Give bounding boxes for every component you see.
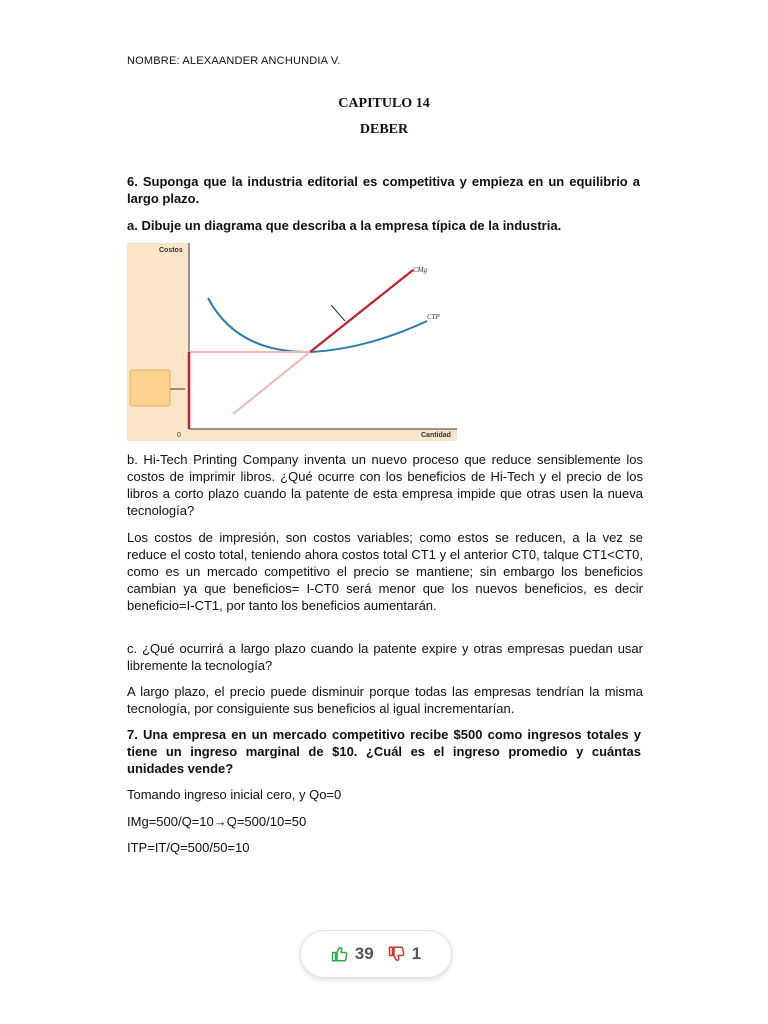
cmg-label: CMg [413,266,427,274]
answer-7-line-1: Tomando ingreso inicial cero, y Qo=0 [127,787,342,802]
thumbs-down-icon [388,945,406,963]
y-axis-label: Costos [159,247,183,254]
upvote-count: 39 [354,944,374,963]
answer-6b: Los costos de impresión, son costos variables; como estos se reducen, a la vez se reduce el costo total, teniendo ahora costos total CT1 y el anterior CT0, talque CT1<CT0, como es un mercado competitivo el precio se mantiene; sin embargo los beneficios cambian ya que beneficios= I-CT0 será menor que los nuevos beneficios, es decir beneficio=I-CT1, por tanto los beneficios aumentarán. [127,530,643,613]
annotation-box [130,370,170,406]
answer-6c: A largo plazo, el precio puede disminuir porque todas las empresas tendrían la misma tecnología, por consiguiente sus beneficios al igual incrementarían. [127,684,643,716]
origin-label: 0 [177,432,181,439]
question-6: 6. Suponga que la industria editorial es competitiva y empieza en un equilibrio a largo plazo. [127,174,640,206]
question-7: 7. Una empresa en un mercado competitivo recibe $500 como ingresos totales y tiene un ingreso marginal de $10. ¿Cuál es el ingreso promedio y cuántas unidades vende? [127,727,641,776]
downvote-count: 1 [411,944,422,963]
answer-7-line-3: ITP=IT/Q=500/50=10 [127,840,250,855]
ctp-label: CTP [427,313,440,321]
question-6c: c. ¿Qué ocurrirá a largo plazo cuando la patente expire y otras empresas puedan usar libremente la tecnología? [127,641,643,673]
cost-curves-figure [127,243,457,441]
thumbs-up-icon [331,945,349,963]
downvote-button[interactable] [388,944,421,964]
student-name: NOMBRE: ALEXAANDER ANCHUNDIA V. [127,55,341,67]
cost-diagram [127,243,457,441]
x-axis-label: Cantidad [421,432,451,439]
vote-bar [300,930,452,978]
answer-7-line-2: IMg=500/Q=10→Q=500/10=50 [127,814,307,829]
assignment-title: DEBER [359,122,409,137]
chapter-title: CAPITULO 14 [338,96,430,111]
upvote-button[interactable] [331,944,374,964]
question-6b: b. Hi-Tech Printing Company inventa un nuevo proceso que reduce sensiblemente los costos de imprimir libros. ¿Qué ocurre con los beneficios de Hi-Tech y el precio de los libros a corto plazo cuando la patente de esta empresa impide que otras usen la nueva tecnología? [127,452,643,518]
question-6a: a. Dibuje un diagrama que describa a la empresa típica de la industria. [127,218,562,233]
